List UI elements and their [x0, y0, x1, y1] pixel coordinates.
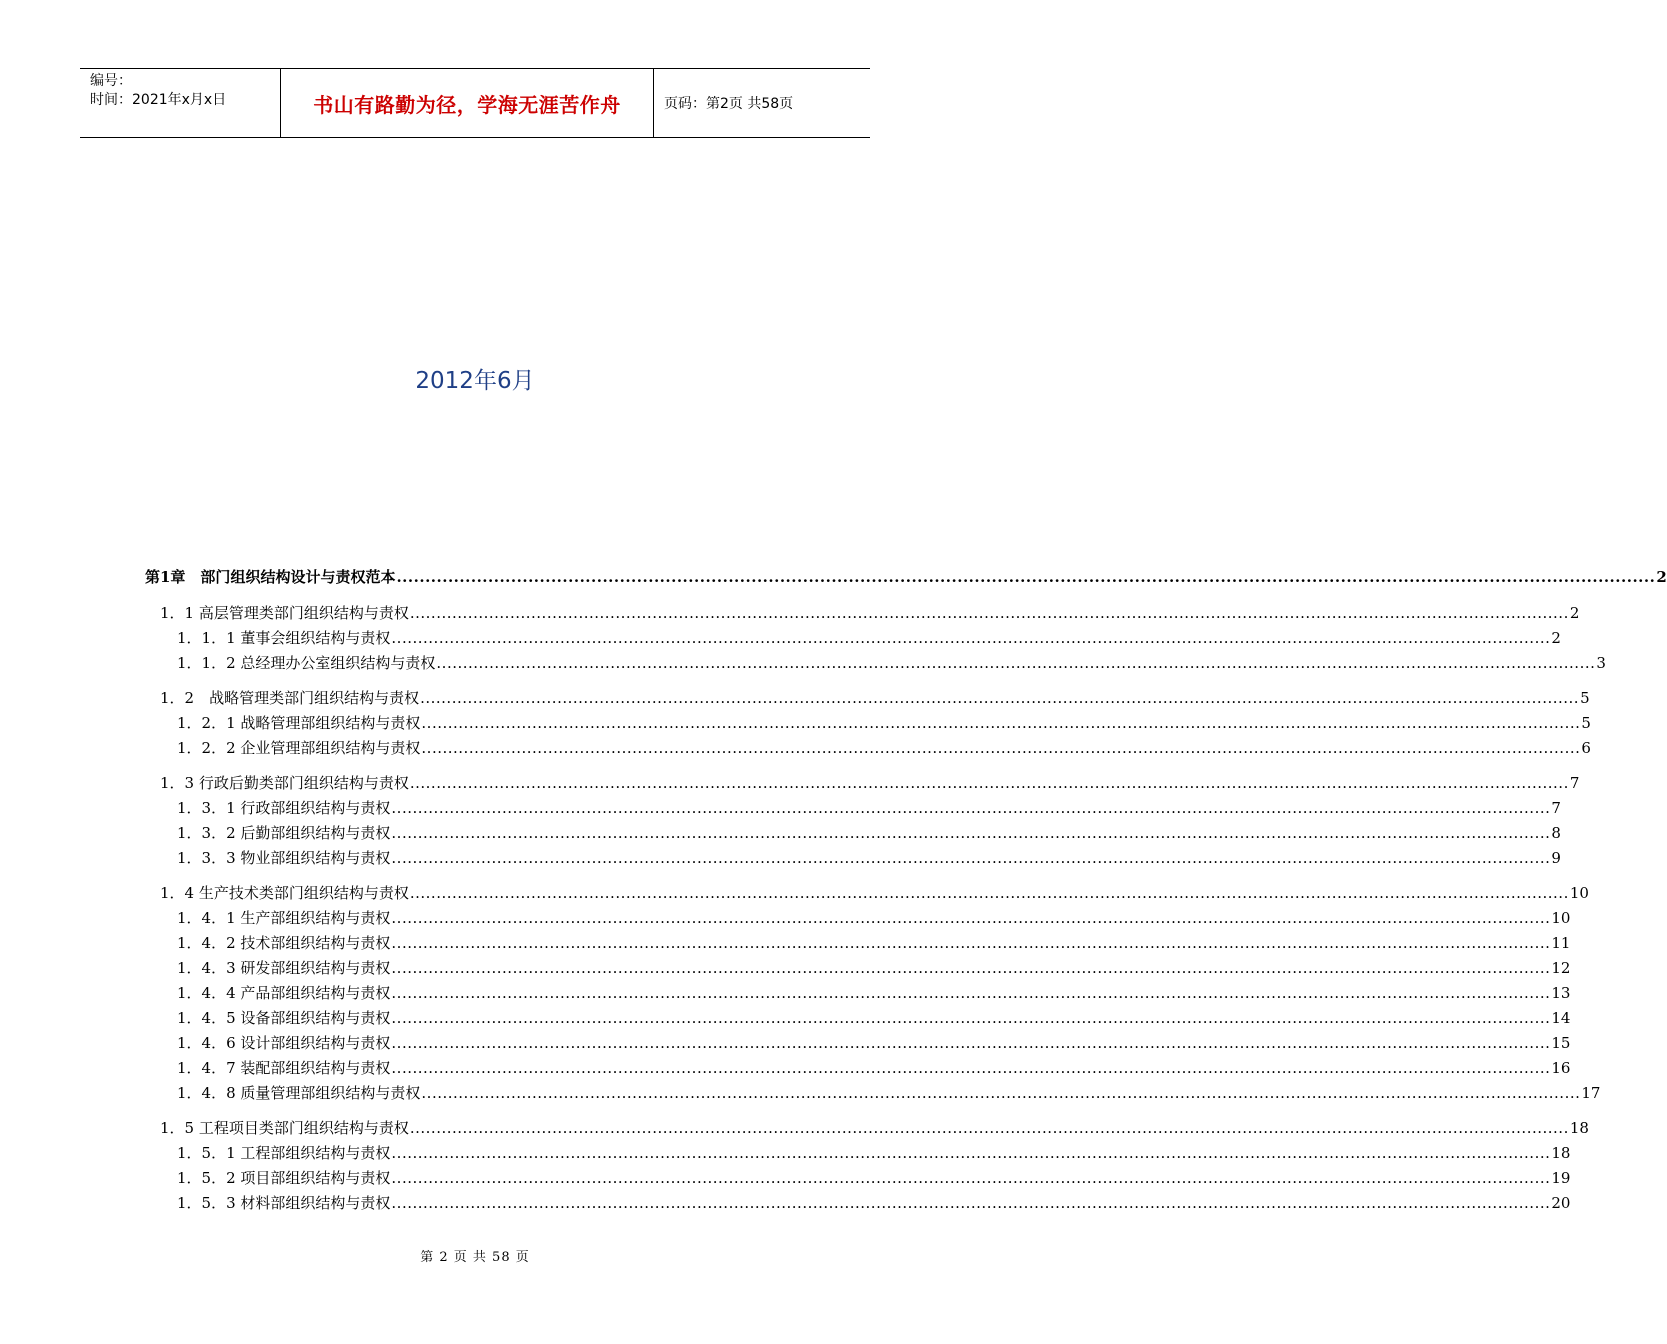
header-page-info: 页码：第2页 共58页 — [664, 96, 794, 112]
toc-leader-dots: ............................................................................................................................................................................................................................ — [409, 884, 1569, 902]
toc-entry-page: 13 — [1551, 984, 1571, 1002]
toc-leader-dots: ............................................................................................................................................................................................................................ — [391, 849, 1551, 867]
page-footer: 第 2 页 共 58 页 — [420, 1250, 530, 1265]
toc-leader-dots: ............................................................................................................................................................................................................................ — [391, 799, 1551, 817]
toc-leader-dots: ............................................................................................................................................................................................................................ — [391, 1009, 1551, 1027]
toc-entry[interactable] — [145, 736, 1591, 761]
toc-entry-label: 1．4．1 生产部组织结构与责权 — [177, 909, 391, 927]
toc-entry[interactable] — [145, 711, 1591, 736]
toc-entry-page: 15 — [1551, 1034, 1571, 1052]
toc-entry-label: 1．4．7 装配部组织结构与责权 — [177, 1059, 391, 1077]
toc-entry-page: 5 — [1580, 689, 1590, 707]
toc-entry[interactable] — [145, 796, 1561, 821]
toc-entry[interactable] — [145, 1116, 1589, 1141]
toc-leader-dots: ............................................................................................................................................................................................................................ — [391, 629, 1551, 647]
toc-entry-page: 17 — [1581, 1084, 1601, 1102]
toc-entry-label: 1．2．1 战略管理部组织结构与责权 — [177, 714, 421, 732]
toc-entry-page: 10 — [1569, 884, 1589, 902]
toc-leader-dots: ............................................................................................................................................................................................................................ — [421, 1084, 1581, 1102]
toc-entry[interactable] — [145, 1166, 1571, 1191]
toc-leader-dots: ............................................................................................................................................................................................................................ — [409, 774, 1569, 792]
toc-entry-label: 1．5．1 工程部组织结构与责权 — [177, 1144, 391, 1162]
toc-entry-page: 7 — [1551, 799, 1561, 817]
toc-entry[interactable] — [145, 956, 1571, 981]
toc-entry-label: 1．2 战略管理类部门组织结构与责权 — [160, 689, 420, 707]
header-left-cell — [80, 69, 281, 137]
toc-section-gap — [145, 591, 806, 601]
toc-entry-label: 1．4．6 设计部组织结构与责权 — [177, 1034, 391, 1052]
toc-entry-page: 5 — [1581, 714, 1591, 732]
toc-entry-label: 1．3．3 物业部组织结构与责权 — [177, 849, 391, 867]
toc-entry-page: 2 — [1551, 629, 1561, 647]
toc-entry-label: 1．4．4 产品部组织结构与责权 — [177, 984, 391, 1002]
toc-entry[interactable] — [145, 1141, 1571, 1166]
toc-section-gap — [145, 761, 806, 771]
toc-entry[interactable] — [145, 771, 1580, 796]
toc-entry-page: 16 — [1551, 1059, 1571, 1077]
toc-entry-page: 19 — [1551, 1169, 1571, 1187]
toc-leader-dots: ............................................................................................................................................................................................................................ — [391, 1034, 1551, 1052]
toc-entry-label: 1．1．1 董事会组织结构与责权 — [177, 629, 391, 647]
toc-leader-dots: ............................................................................................................................................................................................................................ — [391, 824, 1551, 842]
toc-entry-label: 1．5．2 项目部组织结构与责权 — [177, 1169, 391, 1187]
date-title: 2012年6月 — [415, 368, 535, 394]
toc-entry-label: 1．5．3 材料部组织结构与责权 — [177, 1194, 391, 1212]
toc-entry[interactable] — [145, 1031, 1571, 1056]
toc-entry-page: 18 — [1569, 1119, 1589, 1137]
toc-leader-dots: ............................................................................................................................................................................................................................ — [391, 984, 1551, 1002]
toc-section-gap — [145, 871, 806, 881]
toc-entry-label: 1．4．3 研发部组织结构与责权 — [177, 959, 391, 977]
toc-entry[interactable] — [145, 881, 1589, 906]
toc-entry-page: 20 — [1551, 1194, 1571, 1212]
toc-leader-dots: ............................................................................................................................................................................................................................ — [391, 934, 1551, 952]
toc-entry-page: 9 — [1551, 849, 1561, 867]
toc-entry-label: 1．2．2 企业管理部组织结构与责权 — [177, 739, 421, 757]
toc-section-gap — [145, 676, 806, 686]
toc-entry-page: 10 — [1551, 909, 1571, 927]
toc-entry-page: 14 — [1551, 1009, 1571, 1027]
toc-entry-label: 1．3．1 行政部组织结构与责权 — [177, 799, 391, 817]
toc-entry[interactable] — [145, 1081, 1601, 1106]
number-label: 编号： — [90, 73, 132, 89]
toc-entry-label: 1．4．2 技术部组织结构与责权 — [177, 934, 391, 952]
toc-entry[interactable] — [145, 846, 1561, 871]
toc-leader-dots: ............................................................................................................................................................................................................................ — [421, 714, 1581, 732]
toc-entry-label: 1．4．8 质量管理部组织结构与责权 — [177, 1084, 421, 1102]
toc-entry-label: 1．1 高层管理类部门组织结构与责权 — [160, 604, 409, 622]
toc-leader-dots: ............................................................................................................................................................................................................................ — [391, 1169, 1551, 1187]
toc-entry-label: 1．1．2 总经理办公室组织结构与责权 — [177, 654, 436, 672]
toc-leader-dots: ............................................................................................................................................................................................................................ — [391, 959, 1551, 977]
toc-entry[interactable] — [145, 981, 1571, 1006]
toc-entry-page: 2 — [1569, 604, 1580, 622]
toc-leader-dots: ............................................................................................................................................................................................................................ — [391, 1194, 1551, 1212]
toc-entry[interactable] — [145, 651, 1606, 676]
toc-leader-dots: ............................................................................................................................................................................................................................ — [391, 1144, 1551, 1162]
toc-leader-dots: ............................................................................................................................................................................................................................ — [409, 1119, 1569, 1137]
time-label: 时间：2021年x月x日 — [90, 92, 227, 108]
toc-entry-label: 1．3．2 后勤部组织结构与责权 — [177, 824, 391, 842]
toc-entry[interactable] — [145, 626, 1561, 651]
toc-entry-page: 3 — [1596, 654, 1606, 672]
page-header — [80, 68, 870, 138]
toc-entry-page: 7 — [1569, 774, 1580, 792]
toc-entry[interactable] — [145, 601, 1580, 626]
toc-leader-dots: ............................................................................................................................................................................................................................ — [409, 604, 1569, 622]
toc-leader-dots: ............................................................................................................................................................................................................................ — [391, 909, 1551, 927]
toc-entry-label: 1．3 行政后勤类部门组织结构与责权 — [160, 774, 409, 792]
toc-entry-page: 18 — [1551, 1144, 1571, 1162]
toc-entry-page: 11 — [1551, 934, 1571, 952]
toc-entry-page: 8 — [1551, 824, 1561, 842]
toc-section-gap — [145, 1106, 806, 1116]
toc-leader-dots: ............................................................................................................................................................................................................................ — [396, 568, 1656, 586]
toc-leader-dots: ............................................................................................................................................................................................................................ — [420, 689, 1580, 707]
toc-entry-label: 第1章 部门组织结构设计与责权范本 — [145, 568, 396, 586]
toc-entry[interactable] — [145, 931, 1571, 956]
toc-entry[interactable] — [145, 821, 1561, 846]
toc-entry[interactable] — [145, 1191, 1571, 1216]
table-of-contents — [145, 565, 1667, 1216]
toc-leader-dots: ............................................................................................................................................................................................................................ — [436, 654, 1596, 672]
toc-entry-page: 6 — [1581, 739, 1591, 757]
toc-entry-label: 1．4 生产技术类部门组织结构与责权 — [160, 884, 409, 902]
header-motto: 书山有路勤为径，学海无涯苦作舟 — [281, 69, 654, 137]
toc-entry[interactable] — [145, 1056, 1571, 1081]
toc-leader-dots: ............................................................................................................................................................................................................................ — [421, 739, 1581, 757]
toc-entry-page: 12 — [1551, 959, 1571, 977]
toc-entry[interactable] — [145, 565, 1667, 591]
toc-entry[interactable] — [145, 1006, 1571, 1031]
toc-entry-label: 1．4．5 设备部组织结构与责权 — [177, 1009, 391, 1027]
toc-entry[interactable] — [145, 686, 1590, 711]
toc-entry-page: 2 — [1656, 568, 1667, 586]
toc-entry[interactable] — [145, 906, 1571, 931]
toc-leader-dots: ............................................................................................................................................................................................................................ — [391, 1059, 1551, 1077]
toc-entry-label: 1．5 工程项目类部门组织结构与责权 — [160, 1119, 409, 1137]
